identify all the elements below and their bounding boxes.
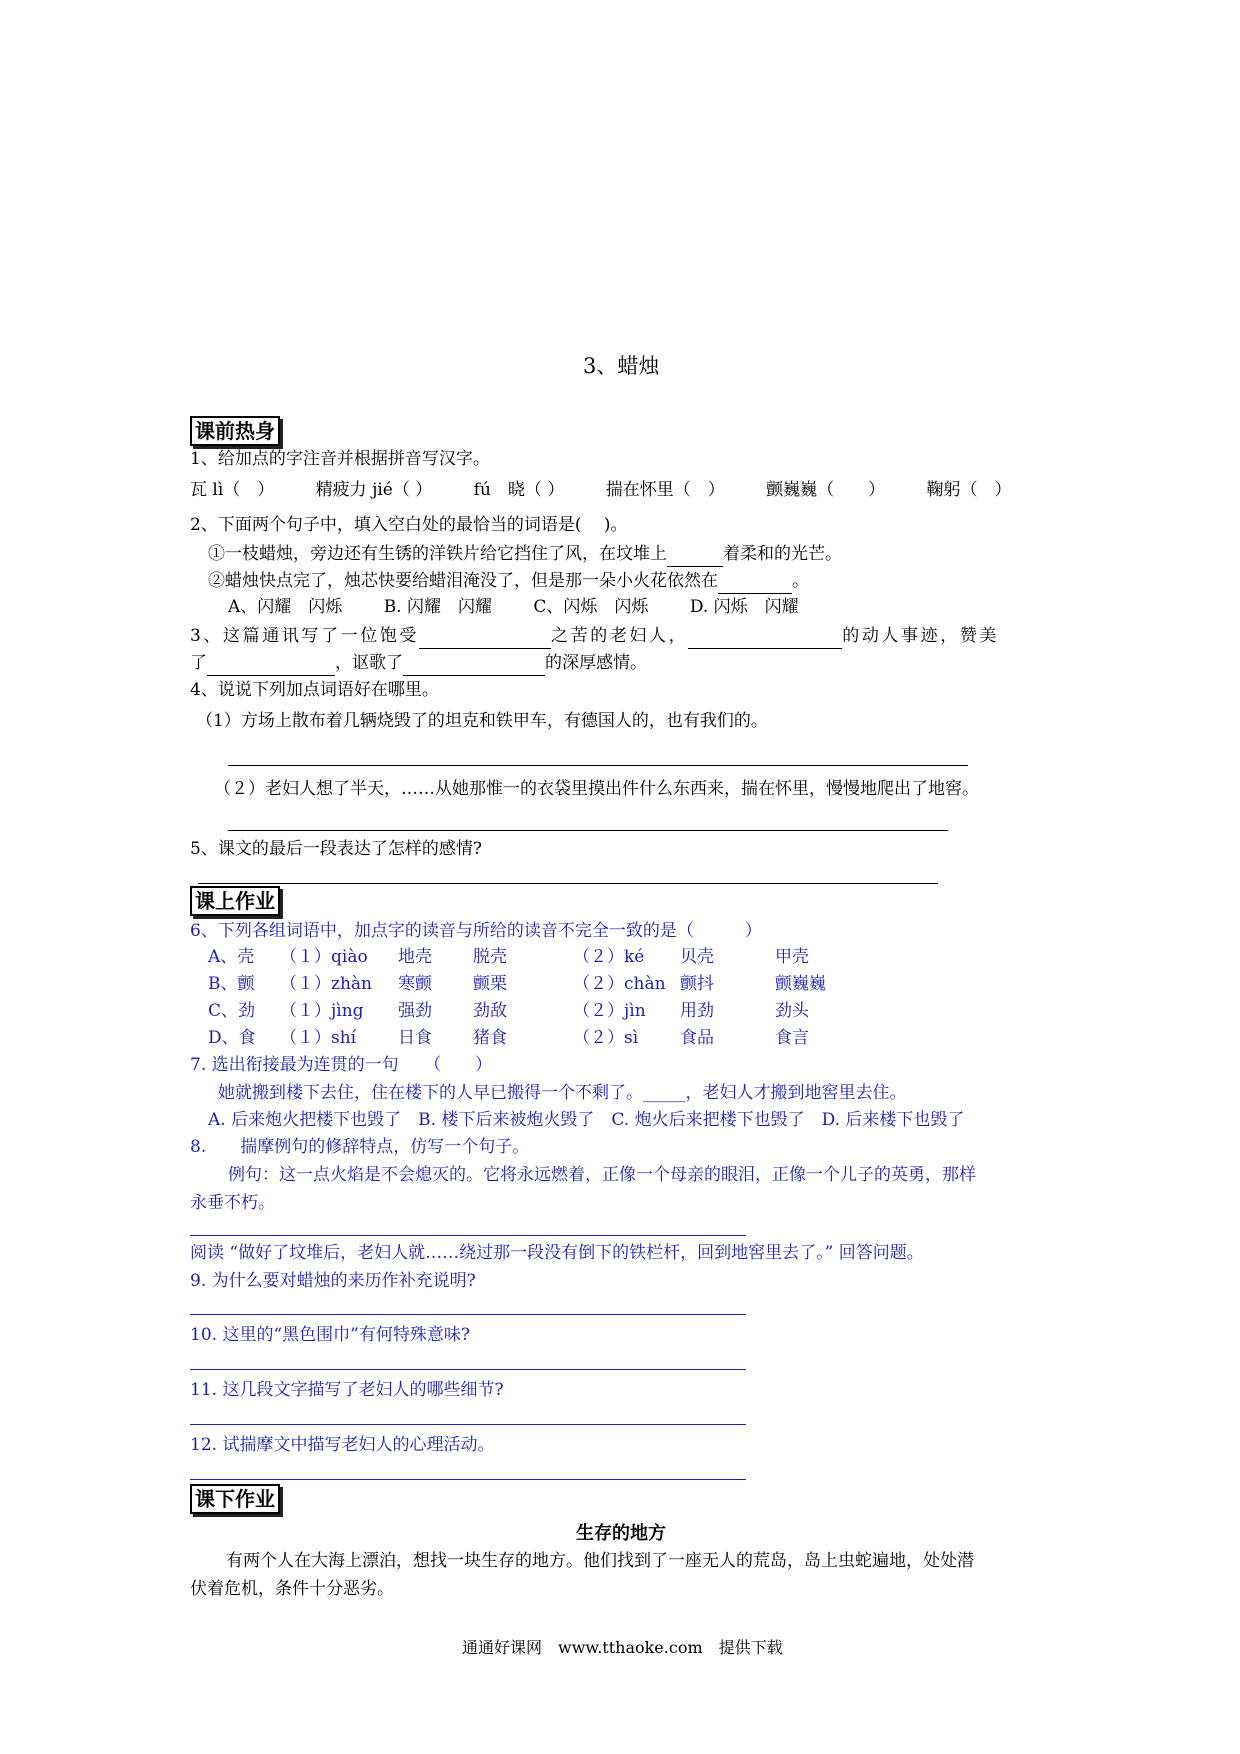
q7-options: A. 后来炮火把楼下也毁了 B. 楼下后来被炮火毁了 C. 炮火后来把楼下也毁了 D. 后来楼下也毁了 — [208, 1110, 965, 1130]
answer-line — [190, 1235, 746, 1236]
q6-cell: 劲敌 — [473, 1001, 507, 1021]
article-paragraph-line-1: 有两个人在大海上漂泊，想找一块生存的地方。他们找到了一座无人的荒岛，岛上虫蛇遍地，处处潜 — [226, 1551, 974, 1571]
q1-items — [190, 477, 1012, 503]
q10-stem: 10. 这里的“黑色围巾”有何特殊意味? — [190, 1325, 470, 1345]
reading-instruction: 阅读 “做好了坟堆后，老妇人就……绕过那一段没有倒下的铁栏杆，回到地窖里去了。” 回答问题。 — [190, 1243, 924, 1263]
q5-stem: 5、课文的最后一段表达了怎样的感情? — [190, 839, 482, 859]
q6-cell: 颤抖 — [680, 974, 714, 994]
q6-row-a — [208, 944, 868, 971]
q2-options — [228, 594, 799, 620]
blank-line — [688, 622, 842, 649]
q2-option-d: D. 闪烁 闪耀 — [689, 597, 799, 617]
q1-item-1: 瓦 lì（ ） — [190, 480, 275, 500]
q2-option-a: A、闪耀 闪烁 — [228, 597, 343, 617]
answer-line — [190, 1479, 746, 1480]
blank-line — [718, 567, 792, 594]
q1-item-3: fú 晓（ ） — [473, 480, 565, 500]
q3-part-a: 3、这篇通讯写了一位饱受 — [190, 626, 420, 646]
q1-stem: 1、给加点的字注音并根据拼音写汉字。 — [190, 449, 490, 469]
q12-stem: 12. 试揣摩文中描写老妇人的心理活动。 — [190, 1435, 495, 1455]
q3-part-c: 的动人事迹，赞美 — [842, 626, 1000, 646]
q1-item-5: 颤巍巍（ ） — [766, 480, 886, 500]
q6-cell: 贝壳 — [680, 947, 714, 967]
q6-cell: 颤巍巍 — [775, 974, 826, 994]
q6-cell: 地壳 — [398, 947, 432, 967]
q2-option-b: B. 闪耀 闪耀 — [383, 597, 492, 617]
q1-item-6: 鞠躬（ ） — [926, 480, 1012, 500]
q8-stem: 8. 揣摩例句的修辞特点，仿写一个句子。 — [190, 1137, 530, 1157]
q1-item-4: 揣在怀里（ ） — [605, 480, 725, 500]
q6-row-c — [208, 998, 868, 1025]
article-title: 生存的地方 — [576, 1523, 666, 1544]
q6-cell: 用劲 — [680, 1001, 714, 1021]
q4-sentence-2: （２）老妇人想了半天，……从她那惟一的衣袋里摸出件什么东西来，揣在怀里，慢慢地爬出了地窖。 — [214, 779, 979, 799]
q2-stem: 2、下面两个句子中，填入空白处的最恰当的词语是( )。 — [190, 515, 628, 535]
q2-s1-part-a: ①一枝蜡烛，旁边还有生锈的洋铁片给它挡住了风，在坟堆上 — [208, 544, 667, 564]
q2-s2-part-b: 。 — [792, 571, 809, 591]
blank-line — [207, 649, 335, 676]
q6-cell: 劲头 — [775, 1001, 809, 1021]
answer-line — [190, 1369, 746, 1370]
q6-cell: C、劲 — [208, 1001, 256, 1021]
blank-line — [403, 649, 545, 676]
q6-cell: 食言 — [775, 1028, 809, 1048]
q6-cell: （１）jìng — [280, 1001, 364, 1021]
footer-text: 通通好课网 www.tthaoke.com 提供下载 — [462, 1638, 783, 1657]
q2-option-c: C、闪烁 闪烁 — [533, 597, 649, 617]
q6-cell: 寒颤 — [398, 974, 432, 994]
article-paragraph-line-2: 伏着危机，条件十分恶劣。 — [190, 1579, 394, 1599]
q8-example-line-1: 例句：这一点火焰是不会熄灭的。它将永远燃着，正像一个母亲的眼泪，正像一个儿子的英勇，那样 — [228, 1165, 976, 1185]
q6-cell: A、壳 — [208, 947, 255, 967]
q6-cell: （１）zhàn — [280, 974, 372, 994]
q6-cell: 食品 — [680, 1028, 714, 1048]
q3-part-d: 了 — [190, 653, 207, 673]
answer-line — [228, 765, 968, 766]
q6-cell: （１）qiào — [280, 947, 368, 967]
q11-stem: 11. 这几段文字描写了老妇人的哪些细节? — [190, 1380, 504, 1400]
q4-sentence-1: （1）方场上散布着几辆烧毁了的坦克和铁甲车，有德国人的，也有我们的。 — [196, 711, 768, 731]
q3-part-f: 的深厚感情。 — [545, 653, 647, 673]
q9-stem: 9. 为什么要对蜡烛的来历作补充说明? — [190, 1271, 476, 1291]
q2-sentence-2 — [208, 567, 809, 594]
section-heading-inclass: 课上作业 — [190, 886, 280, 916]
q3-line-2 — [190, 649, 647, 676]
q6-cell: B、颤 — [208, 974, 255, 994]
q3-line-1 — [190, 622, 999, 649]
q7-stem: 7. 选出衔接最为连贯的一句 （ ） — [190, 1055, 493, 1075]
answer-line — [190, 1424, 746, 1425]
q2-sentence-1 — [208, 540, 842, 567]
q1-item-2: 精疲力 jié（ ） — [315, 480, 433, 500]
section-heading-pre: 课前热身 — [190, 416, 280, 446]
q6-cell: （２）chàn — [573, 974, 666, 994]
answer-line — [190, 1314, 746, 1315]
q4-stem: 4、说说下列加点词语好在哪里。 — [190, 680, 439, 700]
q8-example-line-2: 永垂不朽。 — [190, 1193, 275, 1213]
q2-s2-part-a: ②蜡烛快点完了，烛芯快要给蜡泪淹没了，但是那一朵小火花依然在 — [208, 571, 718, 591]
q6-stem: 6、下列各组词语中，加点字的读音与所给的读音不完全一致的是（ ） — [190, 921, 762, 941]
q6-cell: （２）jìn — [573, 1001, 646, 1021]
q6-table — [208, 944, 868, 1052]
page-title: 3、蜡烛 — [583, 354, 660, 378]
q6-cell: D、食 — [208, 1028, 256, 1048]
blank-line — [419, 622, 551, 649]
q6-cell: 脱壳 — [473, 947, 507, 967]
q6-cell: 猪食 — [473, 1028, 507, 1048]
q6-cell: 强劲 — [398, 1001, 432, 1021]
q6-cell: （１）shí — [280, 1028, 357, 1048]
q2-s1-part-b: 着柔和的光芒。 — [723, 544, 842, 564]
q6-cell: 甲壳 — [775, 947, 809, 967]
q6-cell: 颤栗 — [473, 974, 507, 994]
q6-row-b — [208, 971, 868, 998]
answer-line — [198, 883, 938, 884]
q6-row-d — [208, 1025, 868, 1052]
answer-line — [228, 830, 948, 831]
blank-line — [667, 540, 723, 567]
q3-part-b: 之苦的老妇人， — [551, 626, 689, 646]
q6-cell: （２）sì — [573, 1028, 639, 1048]
q6-cell: （２）ké — [573, 947, 645, 967]
q3-part-e: ，讴歌了 — [335, 653, 403, 673]
q7-sentence: 她就搬到楼下去住，住在楼下的人早已搬得一个不剩了。_____，老妇人才搬到地窖里去住。 — [218, 1083, 907, 1103]
section-heading-after: 课下作业 — [190, 1484, 280, 1514]
q6-cell: 日食 — [398, 1028, 432, 1048]
